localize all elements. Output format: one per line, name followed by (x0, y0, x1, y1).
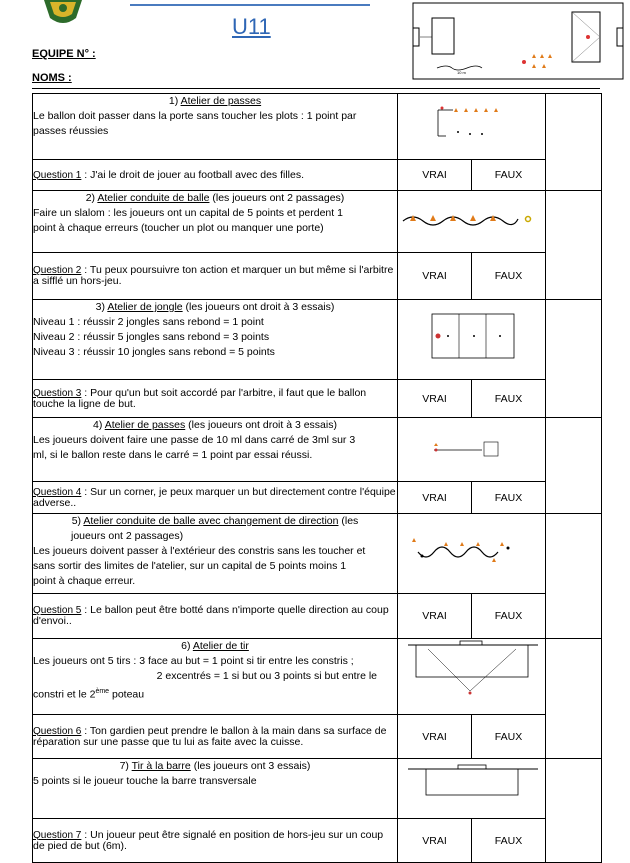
faux-5[interactable]: FAUX (472, 594, 546, 639)
faux-4[interactable]: FAUX (472, 482, 546, 514)
workshop-6-diagram (398, 639, 546, 715)
workshop-2-description: 2) Atelier conduite de balle (les joueurs ont 2 passages) Faire un slalom : les joueurs ont un capital de 5 points et perdent 1 point à chaque erreurs (toucher un plot ou manquer une porte) (33, 191, 398, 253)
vrai-6[interactable]: VRAI (398, 715, 472, 759)
vrai-5[interactable]: VRAI (398, 594, 472, 639)
workshop-4-diagram (398, 418, 546, 482)
vrai-3[interactable]: VRAI (398, 380, 472, 418)
workshop-4-description: 4) Atelier de passes (les joueurs ont droit à 3 essais) Les joueurs doivent faire une passe de 10 ml dans carré de 3ml sur 3 ml, si le ballon reste dans le carré = 1 point par essai réussi. (33, 418, 398, 482)
question-1: Question 1 : J'ai le droit de jouer au football avec des filles. (33, 160, 398, 191)
top-rule (130, 4, 370, 6)
vrai-7[interactable]: VRAI (398, 819, 472, 863)
workshop-table (32, 93, 602, 863)
workshop-5-description: 5) Atelier conduite de balle avec changement de direction (les joueurs ont 2 passages) Les joueurs doivent passer à l'extérieur des constris sans les toucher et sans sortir des limites de l'atelier, sur un capital de 5 points moins 1 point à chaque erreur. (33, 514, 398, 594)
page-title: U11 (232, 14, 271, 39)
equipe-label: EQUIPE N° : (32, 48, 96, 60)
faux-2[interactable]: FAUX (472, 253, 546, 300)
workshop-7-description: 7) Tir à la barre (les joueurs ont 3 essais) 5 points si le joueur touche la barre transversale (33, 759, 398, 819)
workshop-7-diagram (398, 759, 546, 819)
field-diagram (412, 2, 624, 80)
faux-3[interactable]: FAUX (472, 380, 546, 418)
workshop-3-description: 3) Atelier de jongle (les joueurs ont droit à 3 essais) Niveau 1 : réussir 2 jongles sans rebond = 1 point Niveau 2 : réussir 5 jongles sans rebond = 3 points Niveau 3 : réussir 10 jongles sans rebond = 5 points (33, 300, 398, 380)
workshop-1-description: 1) Atelier de passes Le ballon doit passer dans la porte sans toucher les plots : 1 point par passes réussies (33, 94, 398, 160)
question-7: Question 7 : Un joueur peut être signalé en position de hors-jeu sur un coup de pied de but (6m). (33, 819, 398, 863)
workshop-1-diagram (398, 94, 546, 160)
question-4: Question 4 : Sur un corner, je peux marquer un but directement contre l'équipe adverse.. (33, 482, 398, 514)
score-cell-3 (546, 300, 602, 418)
workshop-5-diagram (398, 514, 546, 594)
question-5: Question 5 : Le ballon peut être botté dans n'importe quelle direction au coup d'envoi.. (33, 594, 398, 639)
noms-label: NOMS : (32, 72, 72, 84)
question-3: Question 3 : Pour qu'un but soit accordé par l'arbitre, il faut que le ballon touche la ligne de but. (33, 380, 398, 418)
workshop-2-diagram (398, 191, 546, 253)
question-2: Question 2 : Tu peux poursuivre ton action et marquer un but même si l'arbitre a sifflé un hors-jeu. (33, 253, 398, 300)
faux-7[interactable]: FAUX (472, 819, 546, 863)
score-cell-7 (546, 759, 602, 863)
header-rule (32, 88, 600, 89)
score-cell-2 (546, 191, 602, 300)
faux-6[interactable]: FAUX (472, 715, 546, 759)
score-cell-6 (546, 639, 602, 759)
question-6: Question 6 : Ton gardien peut prendre le ballon à la main dans sa surface de réparation sur une passe que tu lui as faite avec la cuisse. (33, 715, 398, 759)
score-cell-1 (546, 94, 602, 191)
distance-label: 10 m (457, 70, 466, 75)
workshop-6-description: 6) Atelier de tir Les joueurs ont 5 tirs : 3 face au but = 1 point si tir entre les constris ; 2 excentrés = 1 si but ou 3 points si but entre le constri et le 2ème poteau (33, 639, 398, 715)
score-cell-5 (546, 514, 602, 639)
faux-1[interactable]: FAUX (472, 160, 546, 191)
vrai-4[interactable]: VRAI (398, 482, 472, 514)
vrai-1[interactable]: VRAI (398, 160, 472, 191)
score-cell-4 (546, 418, 602, 514)
club-logo (40, 0, 86, 26)
workshop-name: Atelier de passes (180, 95, 262, 107)
vrai-2[interactable]: VRAI (398, 253, 472, 300)
workshop-3-diagram (398, 300, 546, 380)
